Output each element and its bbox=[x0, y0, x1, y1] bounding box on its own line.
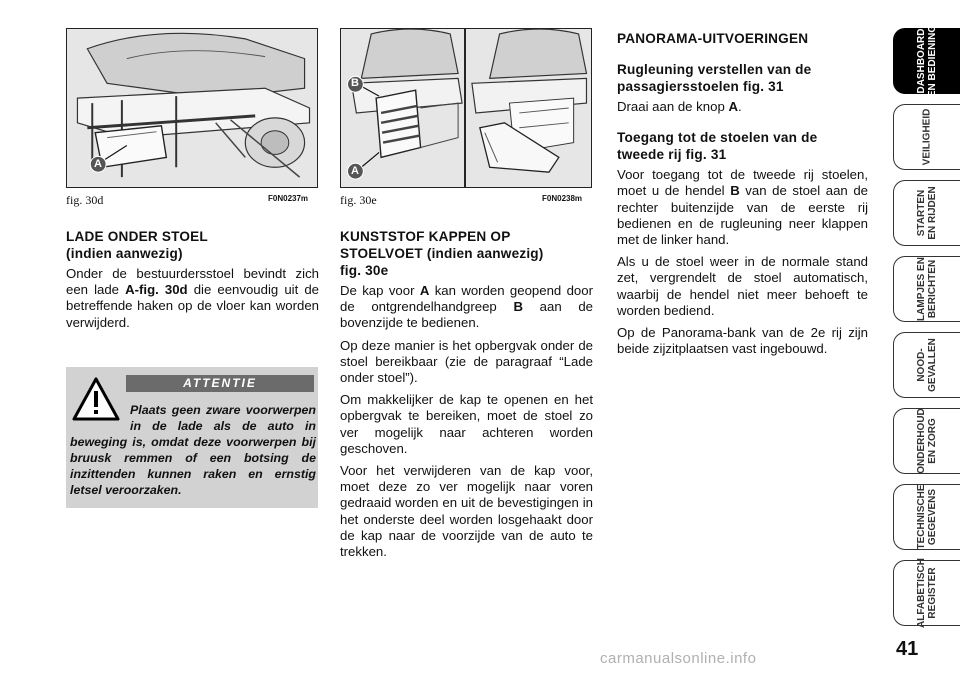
warning-banner: ATTENTIE bbox=[126, 375, 314, 392]
figure-30d bbox=[66, 28, 318, 188]
covers-paragraph-1: De kap voor A kan worden geopend door de ontgrendelhandgreep B aan de bovenzijde te bedienen. bbox=[340, 283, 594, 331]
callout-a: A bbox=[351, 165, 359, 177]
tab-dashboard[interactable]: DASHBOARD EN BEDIENING bbox=[893, 28, 960, 94]
section-title-panorama: PANORAMA-UITVOERINGEN bbox=[617, 31, 809, 46]
callout-a: A bbox=[94, 158, 102, 170]
covers-paragraph-4: Voor het verwijderen van de kap voor, moet deze zo ver mogelijk naar voren gedraaid worden en uit de bevestigingen in het onderste deel worden losgehaakt door de kap naar de voorzijde van de auto te trekken. bbox=[340, 463, 593, 560]
tab-register[interactable]: ALFABETISCH REGISTER bbox=[893, 560, 960, 626]
left-column bbox=[66, 228, 319, 331]
section-heading-backrest: Rugleuning verstellen van de passagiersstoelen fig. 31 bbox=[617, 62, 812, 94]
covers-paragraph-2: Op deze manier is het opbergvak onder de stoel bereikbaar (zie de paragraaf “Lade onder stoel”). bbox=[340, 337, 593, 386]
middle-column bbox=[340, 228, 593, 560]
drawer-paragraph: Onder de bestuurdersstoel bevindt zich een lade A-fig. 30d die eenvoudig uit de betreffende haken op de vloer kan worden verwijderd. bbox=[66, 266, 320, 330]
callout-b: B bbox=[351, 77, 359, 89]
access-paragraph-2: Als u de stoel weer in de normale stand zet, vergrendelt de stoel automatisch, waarbij de hendel niet meer behoeft te worden bediend. bbox=[617, 254, 868, 318]
right-column bbox=[617, 30, 868, 357]
chapter-tabs bbox=[893, 24, 960, 633]
access-paragraph-1: Voor toegang tot de tweede rij stoelen, moet u de hendel B van de stoel aan de rechter buitenzijde van de eerste rij bedienen en de rugleuning neer klappen met de linker hand. bbox=[617, 167, 869, 248]
tab-lampjes[interactable]: LAMPJES EN BERICHTEN bbox=[893, 256, 960, 322]
page-number: 41 bbox=[896, 638, 919, 660]
section-heading-covers: KUNSTSTOF KAPPEN OP STOELVOET (indien aanwezig) fig. 30e bbox=[340, 229, 544, 278]
access-paragraph-3: Op de Panorama-bank van de 2e rij zijn beide zijzitplaatsen vast ingebouwd. bbox=[617, 325, 868, 357]
figure-30e-code: F0N0238m bbox=[542, 194, 583, 203]
warning-text: Plaats geen zware voorwerpen in de lade als de auto in beweging is, omdat deze voorwerpen bij bruusk remmen of een botsing de inzittenden kunnen raken en ernstig letsel veroorzaken. bbox=[70, 403, 316, 497]
seat-drawer-illustration bbox=[67, 29, 317, 187]
seat-cover-illustration bbox=[341, 29, 591, 187]
section-heading-drawer: LADE ONDER STOEL (indien aanwezig) bbox=[66, 229, 208, 261]
tab-onderhoud[interactable]: ONDERHOUD EN ZORG bbox=[893, 408, 960, 474]
figure-30e-caption: fig. 30e bbox=[340, 193, 377, 207]
figure-30d-caption: fig. 30d bbox=[66, 193, 104, 207]
tab-technische[interactable]: TECHNISCHE GEGEVENS bbox=[893, 484, 960, 550]
backrest-paragraph: Draai aan de knop A. bbox=[617, 99, 742, 114]
figure-30d-code: F0N0237m bbox=[268, 194, 309, 203]
tab-starten[interactable]: STARTEN EN RIJDEN bbox=[893, 180, 960, 246]
figure-30e bbox=[340, 28, 592, 188]
section-heading-access: Toegang tot de stoelen van de tweede rij fig. 31 bbox=[617, 130, 818, 163]
tab-noodgevallen[interactable]: NOOD- GEVALLEN bbox=[893, 332, 960, 398]
watermark: carmanualsonline.info bbox=[600, 650, 757, 667]
tab-veiligheid[interactable]: VEILIGHEID bbox=[893, 104, 960, 170]
warning-box bbox=[66, 367, 318, 508]
covers-paragraph-3: Om makkelijker de kap te openen en het opbergvak te bereiken, moet de stoel zo ver mogelijk naar achteren worden geschoven. bbox=[340, 392, 593, 456]
